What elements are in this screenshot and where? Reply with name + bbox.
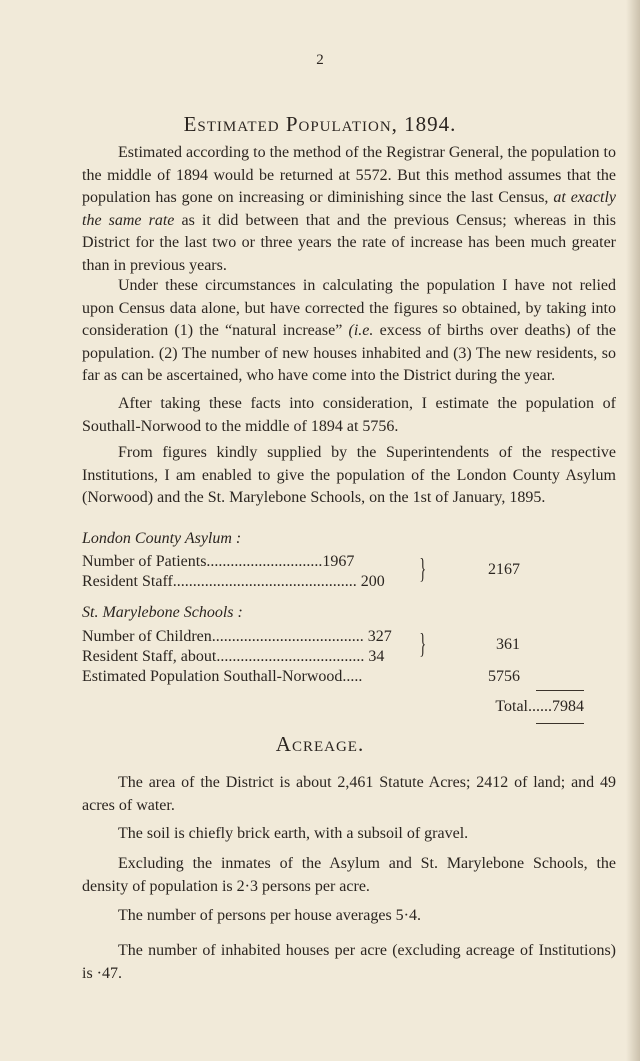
paragraph-1-text-b: as it did between that and the previous Census; whereas in this District for the last two or three years the rate of increase has been much greater than in previous years. bbox=[82, 211, 617, 274]
grand-total: Total......7984 bbox=[495, 698, 584, 715]
acreage-paragraph-1 bbox=[82, 772, 616, 817]
paragraph-1-text-a: Estimated according to the method of the Registrar General, the population to the middle of 1894 would be returned at 5572. But this method assumes that the population has gone on increasing or diminishing since the last Census, bbox=[82, 144, 616, 206]
population-paragraph-3 bbox=[82, 393, 616, 438]
population-paragraph-1 bbox=[82, 142, 616, 277]
schools-heading: St. Marylebone Schools : bbox=[82, 604, 243, 621]
acreage-paragraph-4 bbox=[82, 905, 616, 928]
asylum-total: 2167 bbox=[488, 561, 520, 578]
paragraph-2-emphasis: (i.e. bbox=[348, 322, 374, 339]
total-rule-top bbox=[536, 690, 584, 691]
population-paragraph-4 bbox=[82, 442, 616, 510]
acreage-paragraph-1-text: The area of the District is about 2,461 Statute Acres; 2412 of land; and 49 acres of water. bbox=[82, 774, 616, 814]
acreage-paragraph-5 bbox=[82, 940, 616, 985]
schools-staff-row: Resident Staff, about..................................... 34 bbox=[82, 648, 385, 665]
schools-brace: } bbox=[419, 629, 427, 660]
paragraph-2-text-a: Under these circumstances in calculating the population I have not relied upon Census data alone, but have corrected the figures so obtained, by taking into consideration (1) the “natural increase” bbox=[82, 277, 616, 339]
total-rule-bottom bbox=[536, 723, 584, 724]
population-paragraph-2 bbox=[82, 275, 616, 388]
estimated-population-row: Estimated Population Southall-Norwood..... bbox=[82, 668, 363, 685]
page-edge-shadow bbox=[626, 0, 640, 1061]
heading-estimated-population: Estimated Population, 1894. bbox=[183, 112, 457, 136]
acreage-paragraph-2 bbox=[82, 823, 616, 846]
acreage-paragraph-3-text: Excluding the inmates of the Asylum and St. Marylebone Schools, the density of population is 2·3 persons per acre. bbox=[82, 855, 616, 895]
paragraph-3-text: After taking these facts into consideration, I estimate the population of Southall-Norwood to the middle of 1894 at 5756. bbox=[82, 395, 616, 435]
paragraph-4-text: From figures kindly supplied by the Superintendents of the respective Institutions, I am enabled to give the population of the London County Asylum (Norwood) and the St. Marylebone Schools, on the 1st of January, 1895. bbox=[82, 444, 616, 506]
paragraph-2-text-b: excess of births over deaths) of the population. (2) The number of new houses inhabited and (3) The new residents, so far as can be ascertained, who have come into the District during the year. bbox=[82, 322, 616, 384]
heading-acreage: Acreage. bbox=[275, 732, 365, 756]
asylum-brace: } bbox=[419, 554, 427, 585]
asylum-staff-row: Resident Staff.............................................. 200 bbox=[82, 573, 385, 590]
asylum-heading: London County Asylum : bbox=[82, 530, 242, 547]
asylum-patients-row: Number of Patients.............................1967 bbox=[82, 553, 355, 570]
acreage-paragraph-4-text: The number of persons per house averages 5·4. bbox=[118, 907, 422, 924]
estimated-population-value: 5756 bbox=[488, 668, 520, 685]
acreage-paragraph-5-text: The number of inhabited houses per acre (excluding acreage of Institutions) is ·47. bbox=[82, 942, 616, 982]
page-number: 2 bbox=[316, 52, 324, 68]
schools-total: 361 bbox=[496, 636, 520, 653]
paragraph-1-emphasis: at exactly the same rate bbox=[82, 189, 617, 229]
acreage-paragraph-3 bbox=[82, 853, 616, 898]
acreage-paragraph-2-text: The soil is chiefly brick earth, with a subsoil of gravel. bbox=[118, 825, 469, 842]
schools-children-row: Number of Children...................................... 327 bbox=[82, 628, 392, 645]
